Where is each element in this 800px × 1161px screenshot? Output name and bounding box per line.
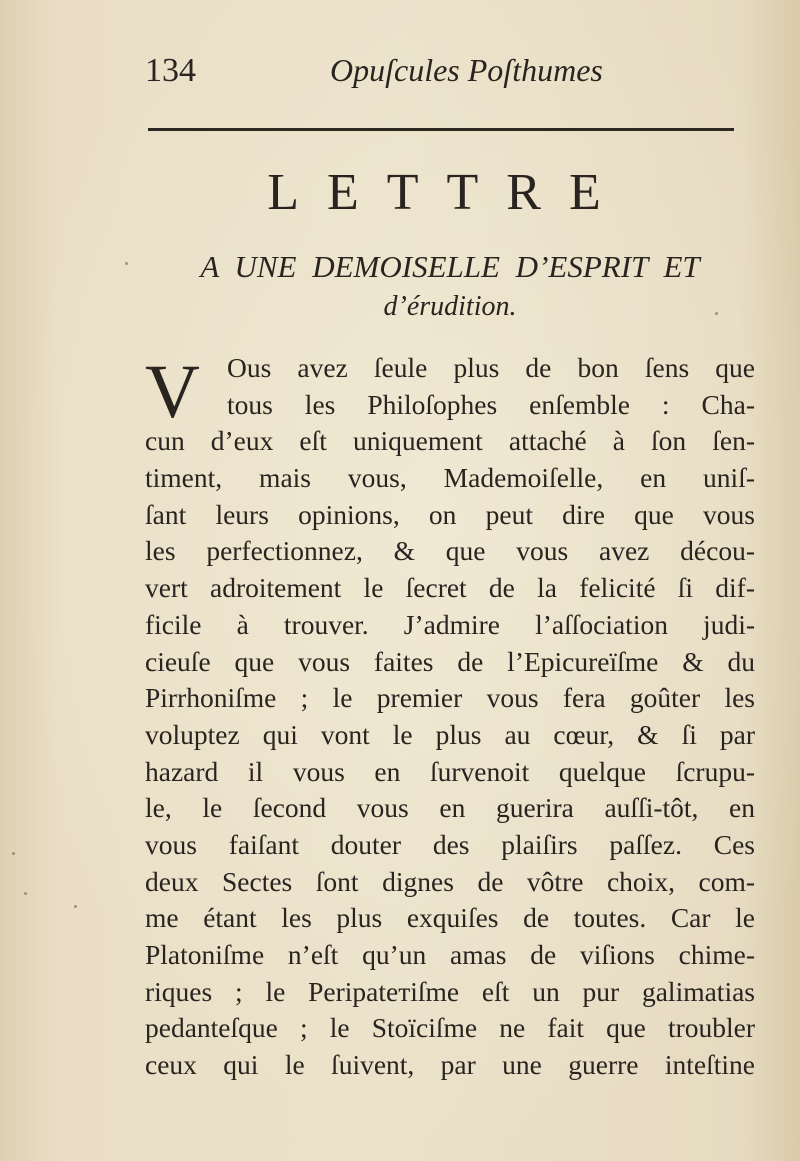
text-line: deux Sectes ſont dignes de vôtre choix, com- <box>145 865 755 897</box>
text-line: ſant leurs opinions, on peut dire que vous <box>145 498 755 530</box>
text-line: vert adroitement le ſecret de la felicité ſi dif- <box>145 572 755 604</box>
text-line: le, le ſecond vous en guerira auſſi-tôt, en <box>145 792 755 824</box>
text-line: cun d’eux eſt uniquement attaché à ſon ſen- <box>145 425 755 457</box>
text-line: me étant les plus exquiſes de toutes. Car le <box>145 902 755 934</box>
text-line: pedanteſque ; le Stoïciſme ne fait que troubler <box>145 1012 755 1044</box>
text-line: hazard il vous en ſurvenoit quelque ſcrupu- <box>145 755 755 787</box>
header-rule <box>148 128 734 131</box>
paper-speck <box>74 905 77 908</box>
page-number: 134 <box>145 52 196 89</box>
drop-cap: V <box>145 350 200 434</box>
text-line: Platoniſme n’eſt qu’un amas de viſions chime- <box>145 939 755 970</box>
running-head <box>145 52 755 92</box>
paper-speck <box>24 892 27 895</box>
text-line: vous faiſant douter des plaiſirs paſſez. Ces <box>145 828 755 860</box>
running-title: Opuſcules Poſthumes <box>330 52 603 88</box>
letter-heading: LETTRE <box>267 164 629 221</box>
body-text <box>145 350 755 1084</box>
paper-speck <box>12 852 15 855</box>
text-line: voluptez qui vont le plus au cœur, & ſi par <box>145 718 755 750</box>
text-line: riques ; le Peripateтiſme eſt un pur galimatias <box>145 975 755 1007</box>
text-line: les perfectionnez, & que vous avez décou- <box>145 535 755 567</box>
text-line: Pirrhoniſme ; le premier vous fera goûter les <box>145 682 755 714</box>
text-line: ceux qui le ſuivent, par une guerre inteſtine <box>145 1049 755 1081</box>
subtitle-line-1: A UNE DEMOISELLE D’ESPRIT ET <box>200 249 700 284</box>
text-line: tous les Philoſophes enſemble : Cha- <box>227 388 755 420</box>
text-line: Ous avez ſeule plus de bon ſens que <box>227 352 755 383</box>
paper-speck <box>125 262 128 265</box>
text-line: timent, mais vous, Mademoiſelle, en uniſ- <box>145 462 755 494</box>
subtitle-line-2: d’érudition. <box>383 291 517 322</box>
text-line: ficile à trouver. J’admire l’aſſociation judi- <box>145 608 755 640</box>
text-line: cieuſe que vous faites de l’Epicureïſme & du <box>145 645 755 677</box>
paper-speck <box>715 312 718 315</box>
